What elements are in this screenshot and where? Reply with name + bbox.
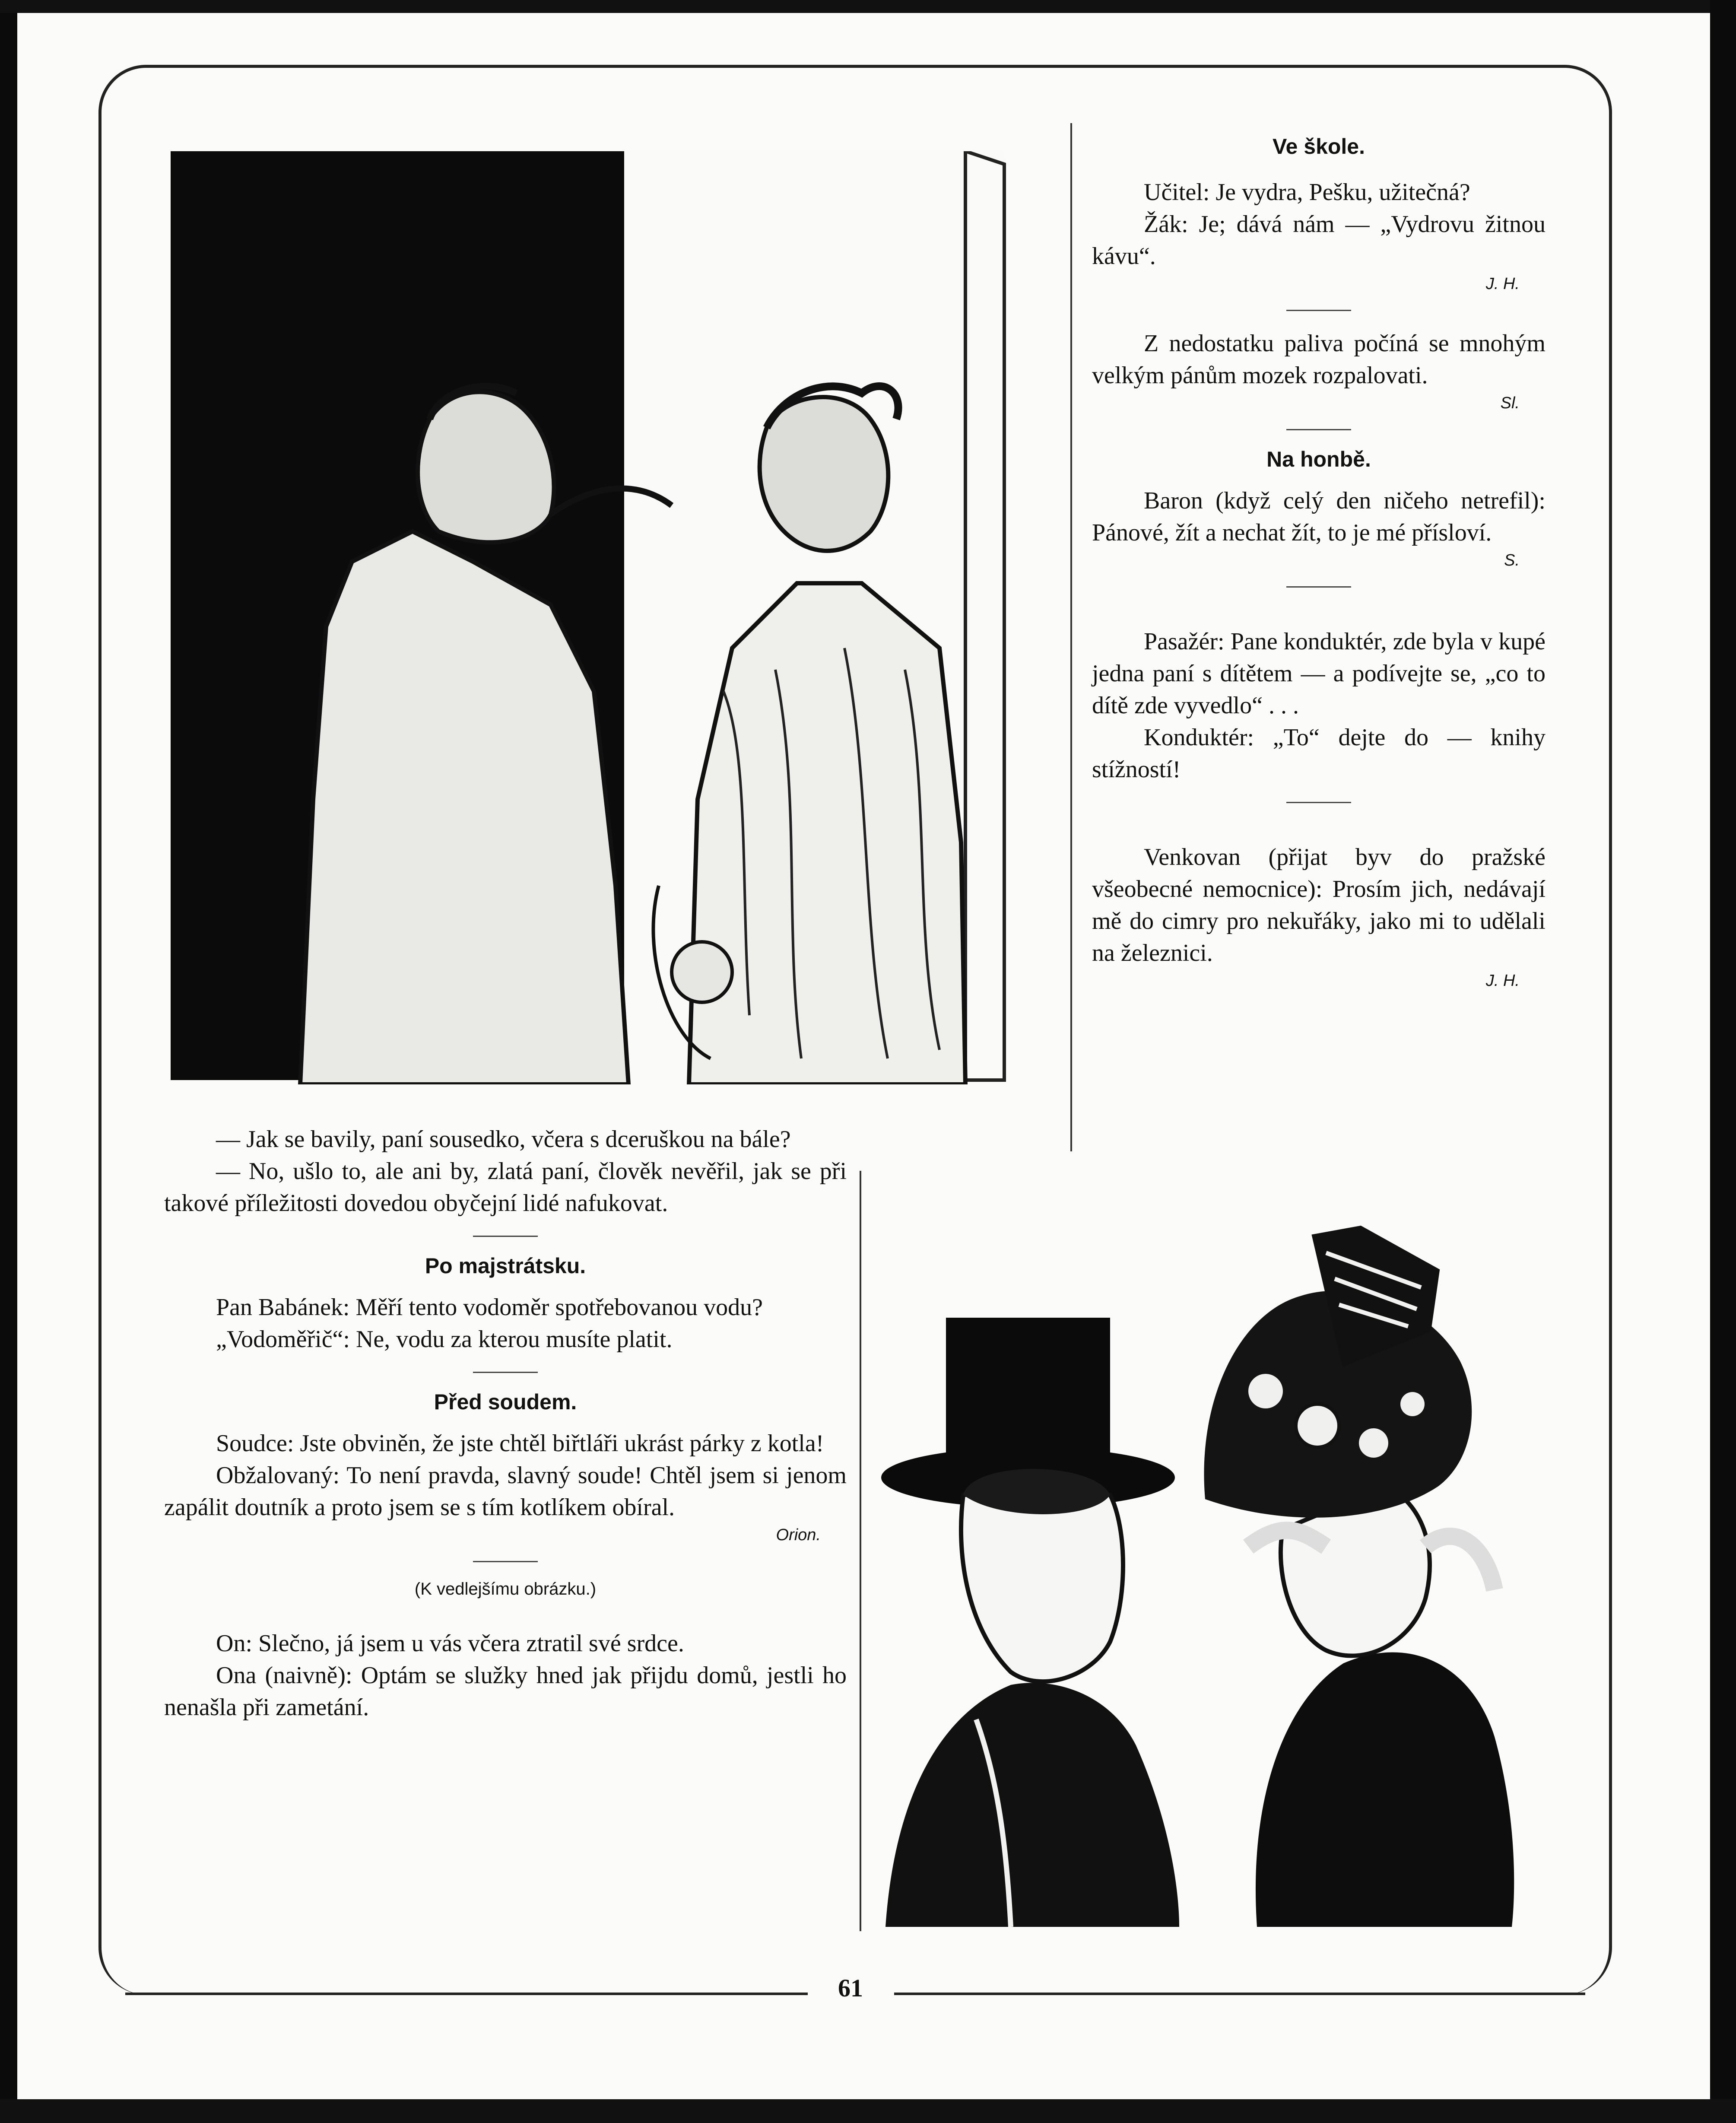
column-divider-right [1070,123,1072,1151]
po-majstratsku-line1: Pan Babánek: Měří tento vodoměr spotřebovanou vodu? [216,1294,763,1321]
paliva-signature: Sl. [1500,394,1520,412]
pred-soudem-line1: Soudce: Jste obviněn, že jste chtěl biřtláři ukrást párky z kotla! [216,1430,824,1457]
scan-edge-right [1710,0,1736,2123]
pred-soudem-title: Před soudem. [434,1390,577,1414]
pasazer-line1: Pasažér: Pane konduktér, zde byla v kupé jedna paní s dítětem — a podívejte se, „co to dítě zde vyvedlo“ . . . [1092,628,1546,719]
na-honbe-text: Baron (když celý den ničeho netrefil): Pánové, žít a nechat žít, to je mé přísloví. [1092,487,1546,546]
na-honbe-title: Na honbě. [1266,447,1371,471]
pred-soudem-signature: Orion. [776,1526,821,1544]
scan-edge-left [0,0,17,2123]
page-number: 61 [838,1974,863,2002]
frame-bottom-rule-right [894,1993,1585,1995]
caption-line1: — Jak se bavily, paní sousedko, včera s dceruškou na bále? [216,1126,791,1153]
divider [1286,802,1351,803]
illustration-couple [868,1218,1525,1927]
venkovan-signature: J. H. [1485,972,1520,990]
ve-skole-title: Ve škole. [1272,134,1365,159]
scan-edge-top [0,0,1736,13]
paliva-text: Z nedostatku paliva počíná se mnohým velkým pánům mozek rozpalovati. [1092,330,1546,389]
ve-skole-line2: Žák: Je; dává nám — „Vydrovu žitnou kávu“. [1092,211,1546,270]
divider [473,1236,538,1237]
illustration-two-women [171,151,1013,1084]
caption-line2: — No, ušlo to, ale ani by, zlatá paní, člověk nevěřil, jak se při takové příležitosti dovedou obyčejní lidé nafukovat. [164,1158,847,1217]
po-majstratsku-title: Po majstrátsku. [425,1254,586,1278]
pred-soudem-line2: Obžalovaný: To není pravda, slavný soude! Chtěl jsem si jenom zapálit doutník a proto jsem se s tím kotlíkem obíral. [164,1462,847,1521]
divider [473,1372,538,1373]
divider [1286,586,1351,588]
na-honbe-signature: S. [1504,551,1520,569]
ve-skole-signature: J. H. [1485,275,1520,293]
ve-skole-line1: Učitel: Je vydra, Pešku, užitečná? [1144,179,1470,206]
divider [1286,429,1351,430]
po-majstratsku-line2: „Vodoměřič“: Ne, vodu za kterou musíte platit. [216,1326,673,1353]
left-column [164,1123,847,1723]
scan-edge-bottom [0,2099,1736,2123]
vedlejsi-note: (K vedlejšímu obrázku.) [414,1580,597,1599]
frame-bottom-rule-left [125,1993,808,1995]
divider [473,1561,538,1562]
column-divider-lower [860,1171,861,1931]
right-column [1092,134,1546,990]
pasazer-line2: Konduktér: „To“ dejte do — knihy stížností! [1092,724,1546,783]
vedlejsi-line2: Ona (naivně): Optám se služky hned jak přijdu domů, jestli ho nenašla při zametání. [164,1662,847,1721]
vedlejsi-line1: On: Slečno, já jsem u vás včera ztratil své srdce. [216,1630,684,1657]
divider [1286,310,1351,311]
venkovan-text: Venkovan (přijat byv do pražské všeobecné nemocnice): Prosím jich, nedávají mě do cimry pro nekuřáky, jako mi to udělali na železnici. [1092,844,1546,966]
